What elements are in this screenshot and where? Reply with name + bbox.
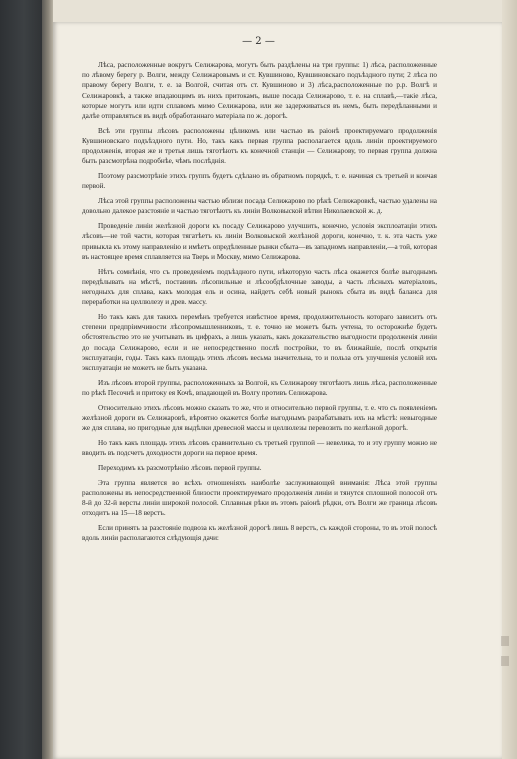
paragraph-8: Изъ лѣсовъ второй группы, расположенныхъ за Волгой, къ Селижарову тяготѣютъ лишь лѣса, расположенные по рѣкѣ Песочнѣ и притоку ея Кочѣ, впадающей въ Волгу противъ Селижарова. xyxy=(82,378,437,398)
paragraph-4: Лѣса этой группы расположены частью вблизи посада Селижарово по рѣкѣ Селижаровкѣ, частью удалены на довольно далекое разстояніе и частью тяготѣютъ къ линіи Волковыской вѣтви Николаевской ж. д. xyxy=(82,197,437,216)
top-margin-band xyxy=(53,0,517,22)
margin-mark xyxy=(501,656,509,666)
paragraph-11: Переходимъ къ разсмотрѣнію лѣсовъ первой группы. xyxy=(98,464,262,473)
paragraph-6: Нѣтъ сомнѣнія, что съ проведеніемъ подъѣздного пути, нѣкоторую часть лѣса окажется болѣе выгоднымъ передѣлывать на мѣстѣ, поставивъ лѣсопильные и лѣсообдѣлочные заводы, а часть лѣсныхъ матеріаловъ, негодныхъ для сплава, какъ молодая ель и осина, найдетъ себѣ новый рынокъ сбыта въ видѣ баланса для переработки на целлюлезу и древ. массу. xyxy=(82,267,437,307)
paragraph-12: Эта группа является во всѣхъ отношеніяхъ наиболѣе заслуживающей вниманія: Лѣса этой группы расположены въ непосредственной близости проектируемаго продолженія линіи и тянутся сплошной полосой отъ 8-й до 32-й версты линіи широкой полосой. Сплавныя рѣки въ этомъ раіонѣ рѣдки, отъ Волги же граница лѣсовъ отходитъ на 15—18 верстъ. xyxy=(82,478,437,518)
paragraph-9: Относительно этихъ лѣсовъ можно сказать то же, что и относительно первой группы, т. е. что съ появленіемъ желѣзной дороги въ Селижаровѣ, вѣроятно окажется болѣе выгоднымъ разрабатывать ихъ на мѣстѣ: невыгодные же для сплава, но пригодные для выдѣлки древесной массы и целлюлезы перевозить по желѣзной дорогѣ. xyxy=(82,403,437,433)
binding-edge xyxy=(42,0,53,759)
paragraph-1: Лѣса, расположенные вокругъ Селижарова, могутъ быть раздѣлены на три группы: 1) лѣса, расположенные по лѣвому берегу р. Волги, между Селижаровымъ и ст. Кувшиново, Кувшиновскаго подъѣздного пути; 2 лѣса по правому берегу Волги, т. е. за Волгой, считая отъ ст. Кувшиново и 3) лѣса,расположенные по р.р. Волгѣ и Селижаровкѣ, а также впадающимъ въ нихъ притокамъ, выше посада Селижарово, т. е. на сплавѣ,—такіе лѣса, которые могутъ или идти сплавомъ мимо Селижарова, или же задерживаться въ немъ, быть передѣланными и далѣе отправляться въ видѣ обработаннаго матеріала по ж. дорогѣ. xyxy=(82,61,437,121)
paragraph-10: Но такъ какъ площадь этихъ лѣсовъ сравнительно съ третьей группой — невелика, то и эту группу можно не вводить въ подсчетъ доходности дороги на первое время. xyxy=(82,439,437,458)
paragraph-13: Если принять за разстояніе подвоза къ желѣзной дорогѣ лишь 8 верстъ, съ каждой стороны, то въ этой полосѣ вдоль линіи располагаются слѣдующія дачи: xyxy=(82,524,437,543)
paragraph-7: Но такъ какъ для такихъ перемѣнъ требуется извѣстное время, продолжительность котораго зависитъ отъ степени предпріимчивости лѣсопромышленниковъ, т. е. точно не можетъ быть учтена, то осторожнѣе будетъ обстоятельство это не учитывать въ цифрахъ, а лишь указать, какъ доказательство выгодности продолженія линіи до посада Селижарово, если и не непосредственно послѣ постройки, то въ ближайшіе, послѣ открытія эксплуатаціи, годы. Такъ какъ площадь этихъ лѣсовъ весьма значительна, то и польза отъ улучшенія условій ихъ эксплуатаціи не можетъ не быть указана. xyxy=(82,313,437,373)
paragraph-3: Поэтому разсмотрѣніе этихъ группъ будетъ сдѣлано въ обратномъ порядкѣ, т. е. начиная съ третьей и кончая первой. xyxy=(82,172,437,191)
page-number: — 2 — xyxy=(242,36,275,47)
margin-mark xyxy=(501,636,509,646)
paragraph-2: Всѣ эти группы лѣсовъ расположены цѣликомъ или частью въ раіонѣ проектируемаго продолженія Кувшиновскаго подъѣздного пути. Но, такъ какъ первая группа располагается вдоль линіи проектируемого продолженія, вторая же и третья лишь тяготѣютъ къ конечной станціи — Селижарову, то первая группа должна быть разсмотрѣна подробнѣе, чѣмъ послѣднія. xyxy=(82,126,437,166)
page-body xyxy=(82,60,437,548)
paragraph-5: Проведеніе линіи желѣзной дороги къ посаду Селижарово улучшить, конечно, условія эксплоатаціи этихъ лѣсовъ—не той части, которая тягатѣетъ къ линіи Волковыской желѣзной дороги, конечно, т. к. эта часть уже привыкла къ этому направленію и имѣетъ опредѣленные рынки сбыта—въ западномъ направленіи,—а той, которая въ настоящее время сплавляется на Тверь и Москву, мимо Селижарова. xyxy=(82,222,437,261)
